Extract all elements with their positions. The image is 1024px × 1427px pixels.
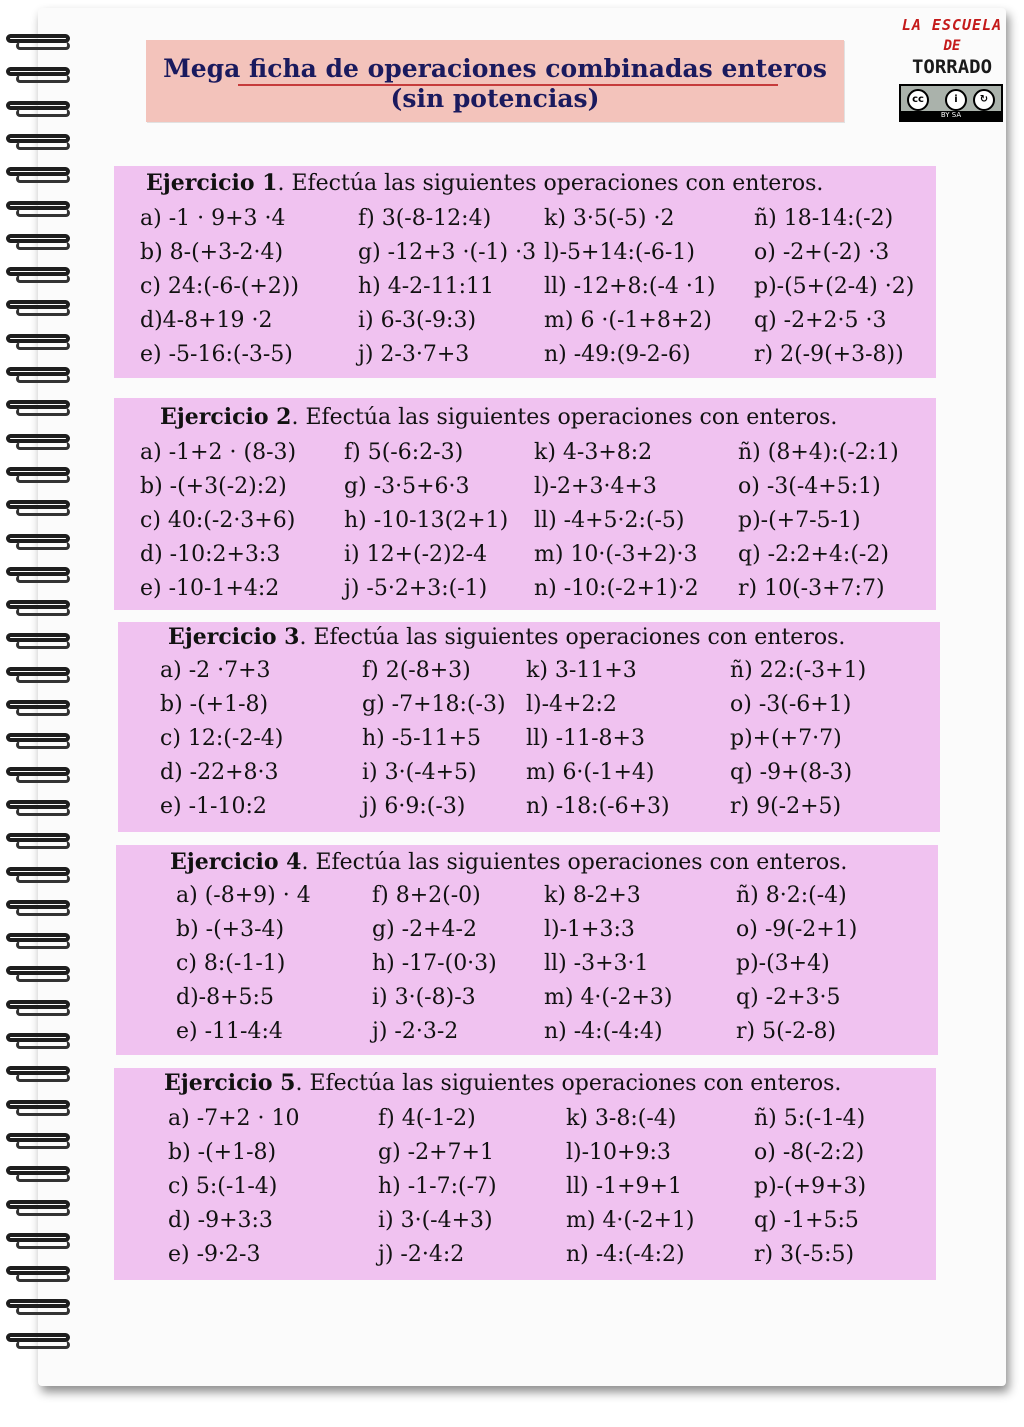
- page-title: Mega ficha de operaciones combinadas enteros: [163, 54, 827, 83]
- operation-item: g) -2+4-2: [372, 917, 477, 942]
- operation-item: e) -9·2-3: [168, 1242, 261, 1267]
- exercise-4-panel: [116, 845, 938, 1055]
- operation-item: g) -12+3 ·(-1) ·3: [358, 240, 537, 265]
- exercise-1-panel: [114, 166, 936, 378]
- operation-item: k) 4-3+8:2: [534, 440, 653, 465]
- operation-item: m) 6·(-1+4): [526, 760, 655, 785]
- attribution-icon: i: [945, 89, 967, 111]
- operation-item: m) 10·(-3+2)·3: [534, 542, 698, 567]
- exercise-label: Ejercicio 5: [164, 1070, 296, 1096]
- operation-item: j) -2·4:2: [378, 1242, 465, 1267]
- license-label: BY SA: [901, 111, 1001, 120]
- spiral-binding: [0, 0, 80, 1427]
- operation-item: ñ) (8+4):(-2:1): [738, 440, 899, 465]
- operation-item: ll) -3+3·1: [544, 951, 649, 976]
- operation-item: n) -4:(-4:4): [544, 1019, 663, 1044]
- operation-item: o) -3(-6+1): [730, 692, 852, 717]
- operation-item: n) -18:(-6+3): [526, 794, 670, 819]
- operation-item: a) -1+2 · (8-3): [140, 440, 297, 465]
- cc-icon: cc: [907, 89, 929, 111]
- operation-item: h) -17-(0·3): [372, 951, 497, 976]
- spiral-ring: [6, 1166, 72, 1182]
- operation-item: k) 3-11+3: [526, 658, 637, 683]
- operation-item: m) 4·(-2+1): [566, 1208, 695, 1233]
- spiral-ring: [6, 1299, 72, 1315]
- operation-item: k) 8-2+3: [544, 883, 641, 908]
- operation-item: d) -22+8·3: [160, 760, 279, 785]
- spiral-ring: [6, 667, 72, 683]
- spiral-ring: [6, 733, 72, 749]
- operation-item: p)-(3+4): [736, 951, 830, 976]
- operation-item: q) -2+2·5 ·3: [754, 308, 887, 333]
- operation-item: l)-5+14:(-6-1): [544, 240, 695, 265]
- spiral-ring: [6, 1100, 72, 1116]
- operation-item: f) 3(-8-12:4): [358, 206, 492, 231]
- operation-item: a) -1 · 9+3 ·4: [140, 206, 286, 231]
- operation-item: h) 4-2-11:11: [358, 274, 495, 299]
- operation-item: ñ) 22:(-3+1): [730, 658, 867, 683]
- exercise-label: Ejercicio 1: [146, 170, 278, 196]
- exercise-instruction: . Efectúa las siguientes operaciones con enteros.: [299, 625, 846, 650]
- operation-item: o) -8(-2:2): [754, 1140, 865, 1165]
- operation-item: r) 10(-3+7:7): [738, 576, 885, 601]
- exercise-label: Ejercicio 4: [170, 849, 302, 875]
- spiral-ring: [6, 1066, 72, 1082]
- operation-item: r) 2(-9(+3-8)): [754, 342, 904, 367]
- exercise-heading: [168, 624, 845, 650]
- spiral-ring: [6, 567, 72, 583]
- spiral-ring: [6, 1266, 72, 1282]
- operation-item: b) -(+1-8): [168, 1140, 277, 1165]
- operation-item: g) -3·5+6·3: [344, 474, 470, 499]
- spiral-ring: [6, 966, 72, 982]
- operation-item: j) 2-3·7+3: [358, 342, 470, 367]
- spiral-ring: [6, 800, 72, 816]
- exercise-5-panel: [114, 1068, 936, 1280]
- operation-item: e) -1-10:2: [160, 794, 267, 819]
- operation-item: p)-(+9+3): [754, 1174, 867, 1199]
- spiral-ring: [6, 267, 72, 283]
- operation-item: q) -2:2+4:(-2): [738, 542, 889, 567]
- spiral-ring: [6, 867, 72, 883]
- exercise-instruction: . Efectúa las siguientes operaciones con enteros.: [291, 405, 838, 430]
- page-subtitle: (sin potencias): [390, 84, 600, 113]
- operation-item: r) 9(-2+5): [730, 794, 842, 819]
- spiral-ring: [6, 833, 72, 849]
- spiral-ring: [6, 467, 72, 483]
- operation-item: p)+(+7·7): [730, 726, 842, 751]
- exercise-heading: [170, 849, 847, 875]
- operation-item: c) 12:(-2-4): [160, 726, 284, 751]
- operation-item: n) -10:(-2+1)·2: [534, 576, 699, 601]
- operation-item: h) -1-7:(-7): [378, 1174, 497, 1199]
- spiral-ring: [6, 1233, 72, 1249]
- operation-item: k) 3-8:(-4): [566, 1106, 677, 1131]
- spiral-ring: [6, 1133, 72, 1149]
- operation-item: q) -2+3·5: [736, 985, 841, 1010]
- spiral-ring: [6, 534, 72, 550]
- school-logo: [897, 14, 1007, 124]
- operation-item: m) 4·(-2+3): [544, 985, 673, 1010]
- operation-item: a) -2 ·7+3: [160, 658, 271, 683]
- operation-item: c) 40:(-2·3+6): [140, 508, 296, 533]
- spiral-ring: [6, 101, 72, 117]
- operation-item: c) 5:(-1-4): [168, 1174, 278, 1199]
- operation-item: d) -9+3:3: [168, 1208, 273, 1233]
- operation-item: i) 3·(-8)-3: [372, 985, 476, 1010]
- operation-item: b) -(+3-4): [176, 917, 285, 942]
- operation-item: l)-2+3·4+3: [534, 474, 657, 499]
- title-banner: [146, 40, 844, 122]
- operation-item: k) 3·5(-5) ·2: [544, 206, 675, 231]
- operation-item: f) 8+2(-0): [372, 883, 481, 908]
- spiral-ring: [6, 1200, 72, 1216]
- spiral-ring: [6, 34, 72, 50]
- operation-item: h) -10-13(2+1): [344, 508, 509, 533]
- exercise-instruction: . Efectúa las siguientes operaciones con enteros.: [301, 850, 848, 875]
- operation-item: q) -1+5:5: [754, 1208, 859, 1233]
- logo-line-1: LA ESCUELA: [901, 16, 1003, 34]
- operation-item: q) -9+(8-3): [730, 760, 853, 785]
- creative-commons-badge: [899, 84, 1003, 122]
- operation-item: i) 3·(-4+5): [362, 760, 477, 785]
- operation-item: ll) -1+9+1: [566, 1174, 682, 1199]
- exercise-instruction: . Efectúa las siguientes operaciones con enteros.: [277, 171, 824, 196]
- spiral-ring: [6, 700, 72, 716]
- operation-item: g) -7+18:(-3): [362, 692, 506, 717]
- spiral-ring: [6, 500, 72, 516]
- operation-item: e) -10-1+4:2: [140, 576, 280, 601]
- spiral-ring: [6, 633, 72, 649]
- operation-item: ñ) 18-14:(-2): [754, 206, 894, 231]
- operation-item: b) 8-(+3-2·4): [140, 240, 284, 265]
- operation-item: l)-1+3:3: [544, 917, 635, 942]
- operation-item: f) 5(-6:2-3): [344, 440, 464, 465]
- logo-line-3: TORRADO: [911, 56, 993, 78]
- operation-item: d)4-8+19 ·2: [140, 308, 273, 333]
- operation-item: ll) -12+8:(-4 ·1): [544, 274, 716, 299]
- operation-item: a) -7+2 · 10: [168, 1106, 300, 1131]
- operation-item: e) -11-4:4: [176, 1019, 283, 1044]
- spiral-ring: [6, 167, 72, 183]
- operation-item: c) 24:(-6-(+2)): [140, 274, 299, 299]
- spiral-ring: [6, 400, 72, 416]
- operation-item: r) 3(-5:5): [754, 1242, 855, 1267]
- spiral-ring: [6, 434, 72, 450]
- operation-item: f) 4(-1-2): [378, 1106, 476, 1131]
- operation-item: i) 3·(-4+3): [378, 1208, 493, 1233]
- operation-item: p)-(+7-5-1): [738, 508, 861, 533]
- exercise-label: Ejercicio 2: [160, 404, 292, 430]
- spiral-ring: [6, 134, 72, 150]
- operation-item: e) -5-16:(-3-5): [140, 342, 293, 367]
- operation-item: o) -3(-4+5:1): [738, 474, 881, 499]
- operation-item: j) -5·2+3:(-1): [344, 576, 488, 601]
- spiral-ring: [6, 234, 72, 250]
- exercise-3-panel: [118, 622, 940, 832]
- spiral-ring: [6, 334, 72, 350]
- spiral-ring: [6, 1000, 72, 1016]
- spiral-ring: [6, 1033, 72, 1049]
- operation-item: n) -49:(9-2-6): [544, 342, 691, 367]
- spiral-ring: [6, 201, 72, 217]
- operation-item: ñ) 5:(-1-4): [754, 1106, 866, 1131]
- share-alike-icon: ↻: [973, 89, 995, 111]
- operation-item: ll) -4+5·2:(-5): [534, 508, 685, 533]
- spiral-ring: [6, 300, 72, 316]
- spiral-ring: [6, 67, 72, 83]
- exercise-heading: [160, 404, 837, 430]
- exercise-instruction: . Efectúa las siguientes operaciones con enteros.: [295, 1071, 842, 1096]
- logo-line-2: DE: [943, 38, 961, 54]
- spiral-ring: [6, 933, 72, 949]
- operation-item: j) -2·3-2: [372, 1019, 459, 1044]
- operation-item: d)-8+5:5: [176, 985, 274, 1010]
- operation-item: o) -9(-2+1): [736, 917, 858, 942]
- spiral-ring: [6, 1333, 72, 1349]
- operation-item: g) -2+7+1: [378, 1140, 494, 1165]
- operation-item: j) 6·9:(-3): [362, 794, 466, 819]
- operation-item: f) 2(-8+3): [362, 658, 471, 683]
- spiral-ring: [6, 367, 72, 383]
- operation-item: o) -2+(-2) ·3: [754, 240, 890, 265]
- operation-item: l)-4+2:2: [526, 692, 617, 717]
- exercise-heading: [146, 170, 823, 196]
- exercise-label: Ejercicio 3: [168, 624, 300, 650]
- exercise-2-panel: [114, 398, 936, 610]
- operation-item: m) 6 ·(-1+8+2): [544, 308, 712, 333]
- operation-item: a) (-8+9) · 4: [176, 883, 311, 908]
- operation-item: p)-(5+(2-4) ·2): [754, 274, 915, 299]
- spiral-ring: [6, 900, 72, 916]
- operation-item: l)-10+9:3: [566, 1140, 671, 1165]
- operation-item: ll) -11-8+3: [526, 726, 645, 751]
- operation-item: b) -(+1-8): [160, 692, 269, 717]
- operation-item: h) -5-11+5: [362, 726, 482, 751]
- operation-item: b) -(+3(-2):2): [140, 474, 287, 499]
- spiral-ring: [6, 600, 72, 616]
- exercise-heading: [164, 1070, 841, 1096]
- operation-item: i) 12+(-2)2-4: [344, 542, 488, 567]
- operation-item: i) 6-3(-9:3): [358, 308, 477, 333]
- operation-item: d) -10:2+3:3: [140, 542, 281, 567]
- spiral-ring: [6, 767, 72, 783]
- operation-item: c) 8:(-1-1): [176, 951, 286, 976]
- operation-item: r) 5(-2-8): [736, 1019, 837, 1044]
- operation-item: ñ) 8·2:(-4): [736, 883, 847, 908]
- operation-item: n) -4:(-4:2): [566, 1242, 685, 1267]
